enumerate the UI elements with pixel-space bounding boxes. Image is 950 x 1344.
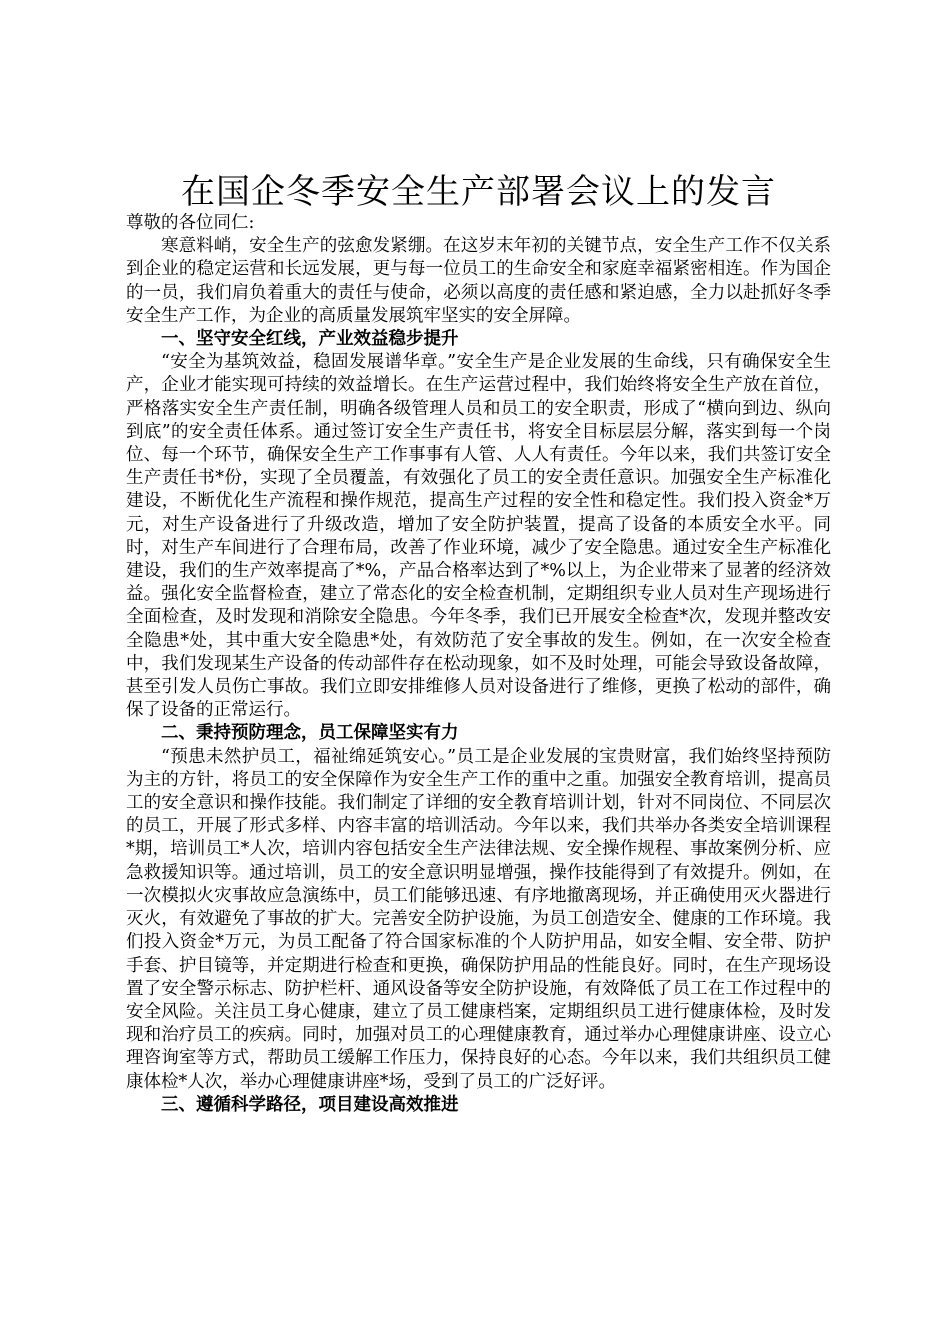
section-body-2: “预患未然护员工，福祉绵延筑安心。”员工是企业发展的宝贵财富，我们始终坚持预防为主的方针，将员工的安全保障作为安全生产工作的重中之重。加强安全教育培训，提高员工的安全意识和操作技能。我们制定了详细的安全教育培训计划，针对不同岗位、不同层次的员工，开展了形式多样、内容丰富的培训活动。今年以来，我们共举办各类安全培训课程*期，培训员工*人次，培训内容包括安全生产法律法规、安全操作规程、事故案例分析、应急救援知识等。通过培训，员工的安全意识明显增强，操作技能得到了有效提升。例如，在一次模拟火灾事故应急演练中，员工们能够迅速、有序地撤离现场，并正确使用灭火器进行灭火，有效避免了事故的扩大。完善安全防护设施，为员工创造安全、健康的工作环境。我们投入资金*万元，为员工配备了符合国家标准的个人防护用品，如安全帽、安全带、防护手套、护目镜等，并定期进行检查和更换，确保防护用品的性能良好。同时，在生产现场设置了安全警示标志、防护栏杆、通风设备等安全防护设施，有效降低了员工在工作过程中的安全风险。关注员工身心健康，建立了员工健康档案，定期组织员工进行健康体检，及时发现和治疗员工的疾病。同时，加强对员工的心理健康教育，通过举办心理健康讲座、设立心理咨询室等方式，帮助员工缓解工作压力，保持良好的心态。今年以来，我们共组织员工健康体检*人次，举办心理健康讲座*场，受到了员工的广泛好评。 [126, 746, 831, 1092]
document-title: 在国企冬季安全生产部署会议上的发言 [181, 172, 776, 212]
salutation: 尊敬的各位同仁: [126, 213, 255, 233]
section-heading-3: 三、遵循科学路径，项目建设高效推进 [161, 1094, 459, 1115]
section-body-1: “安全为基筑效益，稳固发展谱华章。”安全生产是企业发展的生命线，只有确保安全生产，企业才能实现可持续的效益增长。在生产运营过程中，我们始终将安全生产放在首位，严格落实安全生产责任制，明确各级管理人员和员工的安全职责，形成了“横向到边、纵向到底”的安全责任体系。通过签订安全生产责任书，将安全目标层层分解，落实到每一个岗位、每一个环节，确保安全生产工作事事有人管、人人有责任。今年以来，我们共签订安全生产责任书*份，实现了全员覆盖，有效强化了员工的安全责任意识。加强安全生产标准化建设，不断优化生产流程和操作规范，提高生产过程的安全性和稳定性。我们投入资金*万元，对生产设备进行了升级改造，增加了安全防护装置，提高了设备的本质安全水平。同时，对生产车间进行了合理布局，改善了作业环境，减少了安全隐患。通过安全生产标准化建设，我们的生产效率提高了*%，产品合格率达到了*%以上，为企业带来了显著的经济效益。强化安全监督检查，建立了常态化的安全检查机制，定期组织专业人员对生产现场进行全面检查，及时发现和消除安全隐患。今年冬季，我们已开展安全检查*次，发现并整改安全隐患*处，其中重大安全隐患*处，有效防范了安全事故的发生。例如，在一次安全检查中，我们发现某生产设备的传动部件存在松动现象，如不及时处理，可能会导致设备故障，甚至引发人员伤亡事故。我们立即安排维修人员对设备进行了维修，更换了松动的部件，确保了设备的正常运行。 [126, 352, 831, 721]
section-heading-2: 二、秉持预防理念，员工保障坚实有力 [161, 723, 459, 744]
document-page [126, 172, 831, 1117]
section-heading-1: 一、坚守安全红线，产业效益稳步提升 [161, 329, 459, 350]
intro-paragraph: 寒意料峭，安全生产的弦愈发紧绷。在这岁末年初的关键节点，安全生产工作不仅关系到企业的稳定运营和长远发展，更与每一位员工的生命安全和家庭幸福紧密相连。作为国企的一员，我们肩负着重大的责任与使命，必须以高度的责任感和紧迫感，全力以赴抓好冬季安全生产工作，为企业的高质量发展筑牢坚实的安全屏障。 [126, 236, 831, 326]
